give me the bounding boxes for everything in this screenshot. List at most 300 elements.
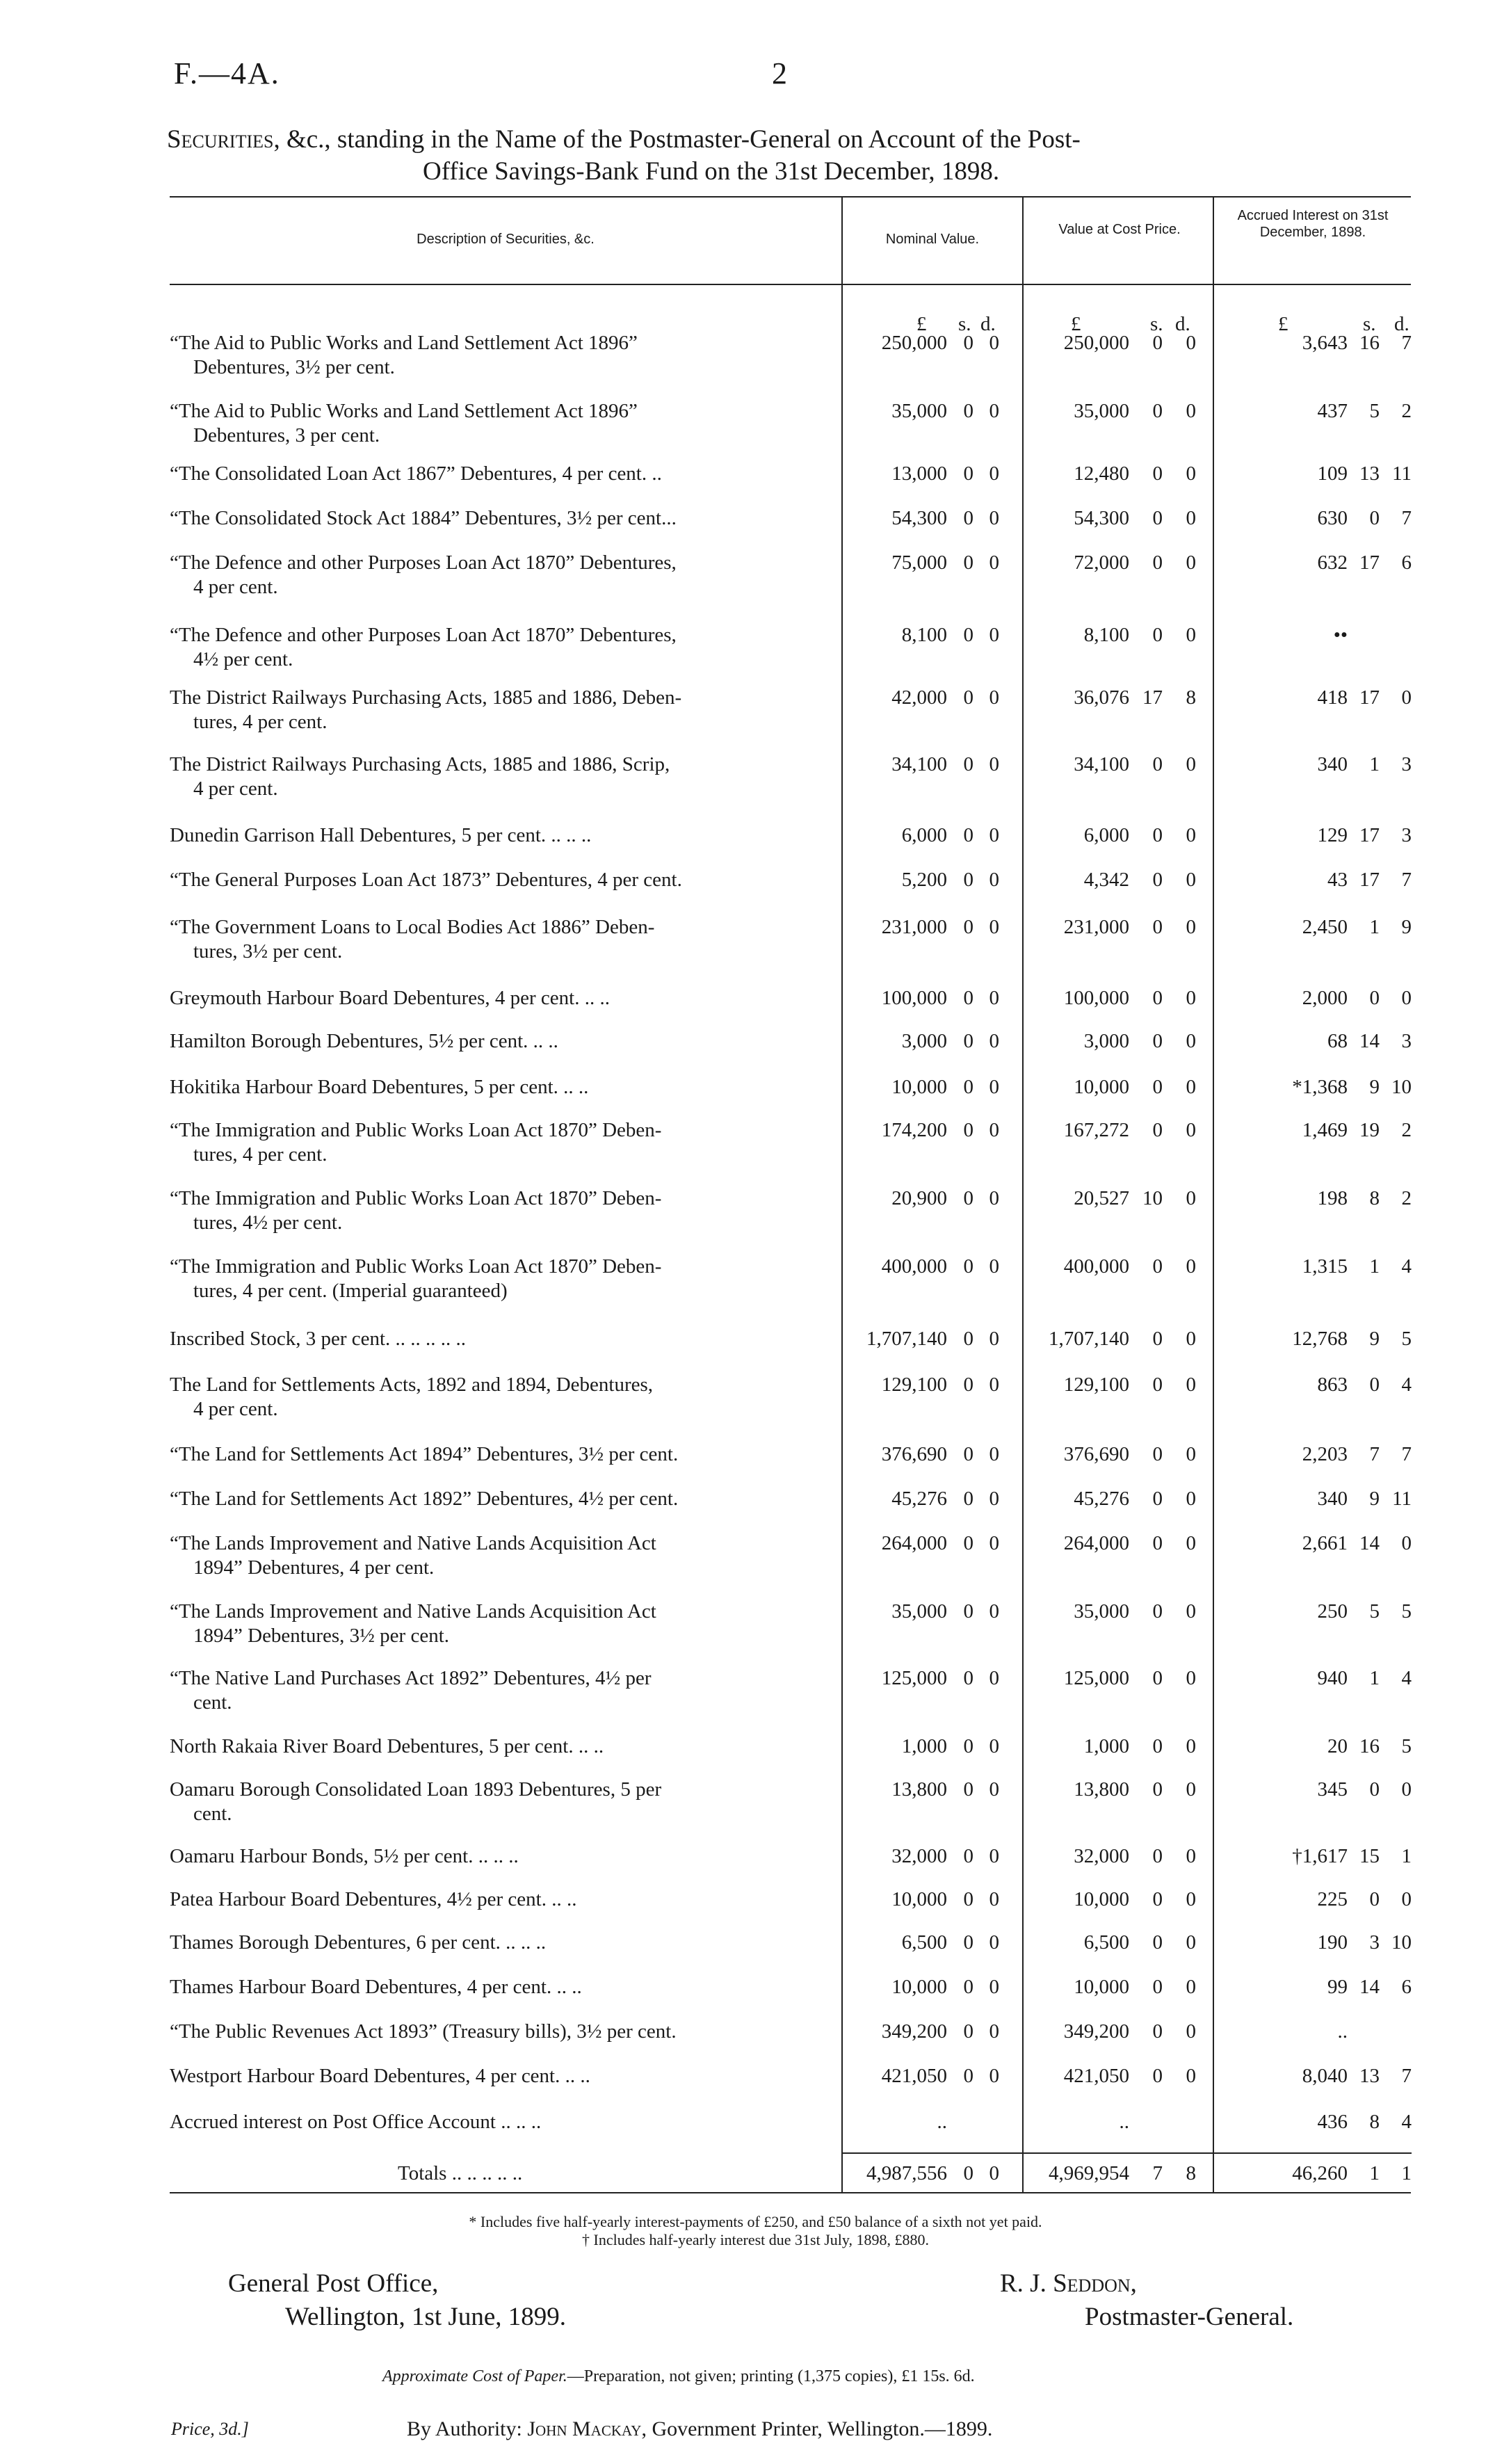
cost-pounds: 129,100 (1063, 1374, 1129, 1396)
security-description (170, 915, 834, 964)
column-divider (1213, 196, 1214, 2192)
nominal-pounds: 421,050 (881, 2065, 947, 2087)
nominal-pounds: 35,000 (891, 1600, 947, 1622)
column-header-nominal: Nominal Value. (885, 232, 980, 247)
nominal-pence: 0 (989, 869, 999, 891)
cost-shillings: 0 (1152, 1888, 1163, 1910)
description-line: “The Immigration and Public Works Loan Act 1870” Deben- (170, 1187, 662, 1209)
cost-pence: 0 (1186, 1845, 1196, 1867)
description-line: “The Immigration and Public Works Loan Act 1870” Deben- (170, 1119, 662, 1141)
interest-pounds: 198 (1317, 1187, 1348, 1209)
interest-pounds: 99 (1327, 1976, 1348, 1998)
nominal-pounds: 34,100 (891, 753, 947, 775)
description-line: The District Railways Purchasing Acts, 1885 and 1886, Scrip, (170, 753, 670, 775)
cost-pounds: 45,276 (1074, 1488, 1129, 1510)
nominal-pounds: 1,707,140 (866, 1328, 947, 1350)
nominal-shillings: 0 (963, 1187, 973, 1209)
interest-pounds: 632 (1317, 551, 1348, 574)
security-description (170, 986, 834, 1010)
interest-pence: 7 (1401, 869, 1412, 891)
nominal-pence: 0 (989, 916, 999, 938)
security-description (170, 752, 834, 801)
interest-pounds: 418 (1317, 686, 1348, 709)
interest-shillings: 15 (1359, 1845, 1380, 1867)
cost-pence: 0 (1186, 1443, 1196, 1465)
nominal-pence: 0 (989, 332, 999, 354)
cost-pounds: 12,480 (1074, 462, 1129, 485)
interest-pence: 0 (1401, 686, 1412, 709)
unit-pounds: £ (1071, 313, 1081, 335)
cost-note-label: Approximate Cost of Paper. (382, 2367, 567, 2385)
cost-pounds: 20,527 (1074, 1187, 1129, 1209)
cost-pounds: 264,000 (1063, 1532, 1129, 1554)
cost-pence: 0 (1186, 1976, 1196, 1998)
security-description (170, 1327, 834, 1351)
interest-pounds: 68 (1327, 1030, 1348, 1052)
security-description (170, 623, 834, 672)
cost-pence: 0 (1186, 869, 1196, 891)
nominal-shillings: 0 (963, 462, 973, 485)
interest-pounds: †1,617 (1292, 1845, 1348, 1867)
cost-pounds: 1,000 (1083, 1735, 1129, 1757)
cost-pence: 0 (1186, 2065, 1196, 2087)
cost-shillings: 0 (1152, 1328, 1163, 1350)
cost-pence: 0 (1186, 1532, 1196, 1554)
interest-shillings: 17 (1359, 869, 1380, 891)
cost-pence: 0 (1186, 2020, 1196, 2043)
interest-pence: 3 (1401, 753, 1412, 775)
interest-shillings: 3 (1369, 1931, 1380, 1954)
interest-pence: 10 (1391, 1931, 1412, 1954)
interest-pence: 5 (1401, 1600, 1412, 1622)
interest-pounds: 2,661 (1302, 1532, 1348, 1554)
interest-shillings: 14 (1359, 1976, 1380, 1998)
description-continuation: Debentures, 3 per cent. (193, 424, 380, 446)
description-line: “The General Purposes Loan Act 1873” Debentures, 4 per cent. (170, 869, 682, 891)
cost-pounds: 1,707,140 (1049, 1328, 1129, 1350)
interest-shillings: 0 (1369, 987, 1380, 1009)
nominal-shillings: 0 (963, 1119, 973, 1141)
cost-shillings: 0 (1152, 987, 1163, 1009)
interest-pounds: 2,000 (1302, 987, 1348, 1009)
security-description (170, 551, 834, 599)
description-continuation: tures, 4½ per cent. (193, 1211, 343, 1234)
cost-pence: 0 (1186, 1119, 1196, 1141)
totals-cost-pence: 8 (1186, 2162, 1196, 2184)
interest-shillings: 1 (1369, 1255, 1380, 1278)
description-line: Hokitika Harbour Board Debentures, 5 per cent. .. .. (170, 1076, 589, 1098)
nominal-pence: 0 (989, 1845, 999, 1867)
interest-shillings: 19 (1359, 1119, 1380, 1141)
description-line: “The Aid to Public Works and Land Settlement Act 1896” (170, 400, 638, 422)
nominal-pounds: 125,000 (881, 1667, 947, 1689)
cost-pence: 0 (1186, 916, 1196, 938)
nominal-pounds: 6,500 (901, 1931, 947, 1954)
security-description (170, 1778, 834, 1826)
nominal-pounds: 54,300 (891, 507, 947, 529)
interest-pence: 11 (1392, 1488, 1412, 1510)
interest-pounds: .. (1337, 2020, 1348, 2043)
nominal-pounds: .. (937, 2111, 947, 2133)
cost-shillings: 0 (1152, 624, 1163, 646)
interest-shillings: 1 (1369, 1667, 1380, 1689)
description-line: Accrued interest on Post Office Account .. .. .. (170, 2111, 542, 2133)
description-line: Hamilton Borough Debentures, 5½ per cent. .. .. (170, 1030, 558, 1052)
description-continuation: 4 per cent. (193, 778, 278, 800)
cost-pounds: 32,000 (1074, 1845, 1129, 1867)
interest-pence: 0 (1401, 987, 1412, 1009)
cost-pence: 0 (1186, 824, 1196, 846)
description-line: Patea Harbour Board Debentures, 4½ per cent. .. .. (170, 1888, 577, 1910)
description-line: “The Consolidated Stock Act 1884” Debentures, 3½ per cent... (170, 507, 677, 529)
nominal-pounds: 20,900 (891, 1187, 947, 1209)
totals-interest-pence: 1 (1401, 2162, 1412, 2184)
cost-shillings: 0 (1152, 551, 1163, 574)
totals-interest-shillings: 1 (1369, 2162, 1380, 2184)
cost-pence: 0 (1186, 1187, 1196, 1209)
description-line: The District Railways Purchasing Acts, 1885 and 1886, Deben- (170, 686, 682, 709)
interest-pence: 2 (1401, 1187, 1412, 1209)
nominal-pounds: 231,000 (881, 916, 947, 938)
cost-pounds: 4,342 (1083, 869, 1129, 891)
security-description (170, 1666, 834, 1715)
description-continuation: cent. (193, 1803, 232, 1825)
nominal-pence: 0 (989, 1076, 999, 1098)
nominal-shillings: 0 (963, 824, 973, 846)
security-description (170, 1186, 834, 1235)
description-continuation: cent. (193, 1691, 232, 1714)
interest-shillings: 0 (1369, 507, 1380, 529)
nominal-shillings: 0 (963, 987, 973, 1009)
interest-pence: 4 (1401, 2111, 1412, 2133)
column-header-cost: Value at Cost Price. (1058, 222, 1181, 237)
interest-pounds: 863 (1317, 1374, 1348, 1396)
table-top-rule (170, 196, 1411, 198)
nominal-shillings: 0 (963, 1667, 973, 1689)
description-continuation: tures, 4 per cent. (193, 711, 328, 733)
interest-pounds: •• (1333, 624, 1348, 646)
description-continuation: 4½ per cent. (193, 648, 293, 670)
description-line: “The Lands Improvement and Native Lands Acquisition Act (170, 1600, 656, 1622)
totals-cost-pounds: 4,969,954 (1049, 2162, 1129, 2184)
totals-label: Totals .. .. .. .. .. (398, 2162, 523, 2184)
interest-pence: 2 (1401, 1119, 1412, 1141)
interest-pounds: 250 (1317, 1600, 1348, 1622)
interest-pounds: 43 (1327, 869, 1348, 891)
table-bottom-rule (170, 2192, 1411, 2193)
totals-nominal-pounds: 4,987,556 (866, 2162, 947, 2184)
nominal-pounds: 13,000 (891, 462, 947, 485)
cost-pounds: 35,000 (1074, 1600, 1129, 1622)
description-continuation: 1894” Debentures, 3½ per cent. (193, 1625, 450, 1647)
nominal-pence: 0 (989, 507, 999, 529)
description-line: Oamaru Borough Consolidated Loan 1893 Debentures, 5 per (170, 1778, 662, 1801)
cost-pounds: 10,000 (1074, 1976, 1129, 1998)
interest-pence: 3 (1401, 1030, 1412, 1052)
nominal-pence: 0 (989, 1532, 999, 1554)
signature-place: General Post Office, (228, 2269, 439, 2298)
cost-pence: 0 (1186, 1255, 1196, 1278)
interest-pounds: 340 (1317, 753, 1348, 775)
nominal-shillings: 0 (963, 400, 973, 422)
nominal-shillings: 0 (963, 1845, 973, 1867)
nominal-shillings: 0 (963, 332, 973, 354)
security-description (170, 1887, 834, 1912)
cost-shillings: 0 (1152, 916, 1163, 938)
nominal-pounds: 129,100 (881, 1374, 947, 1396)
nominal-pence: 0 (989, 1374, 999, 1396)
description-line: Inscribed Stock, 3 per cent. .. .. .. .. .. (170, 1328, 467, 1350)
description-line: “The Land for Settlements Act 1892” Debentures, 4½ per cent. (170, 1488, 679, 1510)
description-line: Greymouth Harbour Board Debentures, 4 per cent. .. .. (170, 987, 610, 1009)
nominal-shillings: 0 (963, 686, 973, 709)
interest-shillings: 17 (1359, 686, 1380, 709)
interest-pence: 2 (1401, 400, 1412, 422)
description-line: Westport Harbour Board Debentures, 4 per cent. .. .. (170, 2065, 590, 2087)
nominal-shillings: 0 (963, 2065, 973, 2087)
nominal-pence: 0 (989, 1931, 999, 1954)
interest-pounds: 12,768 (1292, 1328, 1348, 1350)
cost-shillings: 0 (1152, 2065, 1163, 2087)
nominal-pence: 0 (989, 462, 999, 485)
nominal-pence: 0 (989, 1328, 999, 1350)
cost-shillings: 0 (1152, 824, 1163, 846)
cost-shillings: 17 (1142, 686, 1163, 709)
interest-shillings: 7 (1369, 1443, 1380, 1465)
nominal-shillings: 0 (963, 1532, 973, 1554)
interest-pence: 7 (1401, 507, 1412, 529)
nominal-pence: 0 (989, 1600, 999, 1622)
nominal-pence: 0 (989, 1888, 999, 1910)
unit-pence: d. (980, 313, 996, 335)
nominal-pounds: 1,000 (901, 1735, 947, 1757)
cost-shillings: 0 (1152, 462, 1163, 485)
cost-pence: 0 (1186, 462, 1196, 485)
header-bottom-rule (170, 284, 1411, 285)
cost-pounds: 421,050 (1063, 2065, 1129, 2087)
interest-shillings: 1 (1369, 916, 1380, 938)
nominal-pounds: 250,000 (881, 332, 947, 354)
description-continuation: 1894” Debentures, 4 per cent. (193, 1556, 435, 1579)
security-description (170, 2110, 834, 2134)
printer-authority (407, 2417, 992, 2441)
cost-pence: 0 (1186, 551, 1196, 574)
interest-pence: 0 (1401, 1778, 1412, 1801)
nominal-shillings: 0 (963, 1735, 973, 1757)
cost-pence: 0 (1186, 1735, 1196, 1757)
interest-shillings: 13 (1359, 2065, 1380, 2087)
nominal-pounds: 75,000 (891, 551, 947, 574)
nominal-pounds: 349,200 (881, 2020, 947, 2043)
nominal-pounds: 42,000 (891, 686, 947, 709)
interest-shillings: 5 (1369, 1600, 1380, 1622)
interest-pounds: 340 (1317, 1488, 1348, 1510)
interest-pounds: 8,040 (1302, 2065, 1348, 2087)
security-description (170, 2020, 834, 2044)
cost-shillings: 10 (1142, 1187, 1163, 1209)
security-description (170, 1442, 834, 1467)
interest-pence: 9 (1401, 916, 1412, 938)
cost-pence: 0 (1186, 987, 1196, 1009)
cost-pence: 0 (1186, 1076, 1196, 1098)
interest-shillings: 17 (1359, 824, 1380, 846)
signatory-title: Postmaster-General. (1085, 2303, 1294, 2331)
totals-interest-pounds: 46,260 (1292, 2162, 1348, 2184)
cost-pounds: 400,000 (1063, 1255, 1129, 1278)
nominal-pence: 0 (989, 1778, 999, 1801)
security-description (170, 331, 834, 380)
cost-pounds: 3,000 (1083, 1030, 1129, 1052)
interest-pounds: 2,203 (1302, 1443, 1348, 1465)
nominal-pounds: 10,000 (891, 1888, 947, 1910)
interest-pounds: 940 (1317, 1667, 1348, 1689)
cost-shillings: 0 (1152, 1735, 1163, 1757)
nominal-shillings: 0 (963, 1488, 973, 1510)
security-description (170, 1975, 834, 1999)
description-line: “The Defence and other Purposes Loan Act 1870” Debentures, (170, 551, 677, 574)
nominal-pence: 0 (989, 624, 999, 646)
description-continuation: tures, 4 per cent. (193, 1143, 328, 1166)
cost-shillings: 0 (1152, 1443, 1163, 1465)
security-description (170, 2064, 834, 2088)
price-note: Price, 3d.] (171, 2419, 249, 2439)
nominal-pounds: 13,800 (891, 1778, 947, 1801)
interest-pounds: 129 (1317, 824, 1348, 846)
cost-note-text: —Preparation, not given; printing (1,375 copies), £1 15s. 6d. (567, 2367, 975, 2385)
cost-pounds: 125,000 (1063, 1667, 1129, 1689)
unit-pounds: £ (1278, 313, 1288, 335)
nominal-shillings: 0 (963, 1328, 973, 1350)
page-number: 2 (772, 56, 787, 90)
description-line: “The Native Land Purchases Act 1892” Debentures, 4½ per (170, 1667, 652, 1689)
interest-pounds: 2,450 (1302, 916, 1348, 938)
cost-pence: 0 (1186, 624, 1196, 646)
interest-pence: 4 (1401, 1667, 1412, 1689)
cost-shillings: 0 (1152, 1600, 1163, 1622)
nominal-pence: 0 (989, 753, 999, 775)
interest-pence: 7 (1401, 332, 1412, 354)
totals-top-rule (841, 2152, 1412, 2154)
interest-pounds: 437 (1317, 400, 1348, 422)
cost-pounds: 6,000 (1083, 824, 1129, 846)
cost-pounds: .. (1119, 2111, 1129, 2133)
cost-pence: 0 (1186, 1488, 1196, 1510)
interest-shillings: 9 (1369, 1488, 1380, 1510)
cost-shillings: 0 (1152, 1488, 1163, 1510)
description-continuation: 4 per cent. (193, 576, 278, 598)
interest-pounds: 345 (1317, 1778, 1348, 1801)
security-description (170, 1531, 834, 1580)
interest-pence: 7 (1401, 2065, 1412, 2087)
interest-shillings: 13 (1359, 462, 1380, 485)
description-line: North Rakaia River Board Debentures, 5 per cent. .. .. (170, 1735, 604, 1757)
cost-pence: 0 (1186, 1030, 1196, 1052)
security-description (170, 1118, 834, 1167)
cost-shillings: 0 (1152, 1076, 1163, 1098)
totals-nominal-shillings: 0 (963, 2162, 973, 2184)
security-description (170, 1844, 834, 1869)
interest-shillings: 5 (1369, 400, 1380, 422)
security-description (170, 686, 834, 734)
interest-pounds: 1,469 (1302, 1119, 1348, 1141)
interest-shillings: 14 (1359, 1532, 1380, 1554)
footnote-dagger: † Includes half-yearly interest due 31st July, 1898, £880. (582, 2231, 929, 2248)
nominal-pounds: 376,690 (881, 1443, 947, 1465)
interest-pounds: 190 (1317, 1931, 1348, 1954)
cost-shillings: 0 (1152, 1667, 1163, 1689)
security-description (170, 1075, 834, 1100)
description-line: “The Immigration and Public Works Loan Act 1870” Deben- (170, 1255, 662, 1278)
cost-shillings: 0 (1152, 1030, 1163, 1052)
cost-shillings: 0 (1152, 1119, 1163, 1141)
cost-shillings: 0 (1152, 1976, 1163, 1998)
description-line: “The Public Revenues Act 1893” (Treasury bills), 3½ per cent. (170, 2020, 677, 2043)
unit-shillings: s. (958, 313, 971, 335)
nominal-pounds: 5,200 (901, 869, 947, 891)
nominal-pounds: 400,000 (881, 1255, 947, 1278)
cost-shillings: 0 (1152, 332, 1163, 354)
authority-prefix: By Authority: (407, 2417, 522, 2440)
interest-shillings: 9 (1369, 1328, 1380, 1350)
column-header-interest: Accrued Interest on 31st December, 1898. (1237, 208, 1389, 240)
cost-shillings: 0 (1152, 1778, 1163, 1801)
title-line1: , &c., standing in the Name of the Postmaster-General on Account of the Post- (273, 125, 1081, 154)
security-description (170, 868, 834, 892)
nominal-shillings: 0 (963, 1888, 973, 1910)
cost-shillings: 0 (1152, 1845, 1163, 1867)
unit-pence: d. (1175, 313, 1190, 335)
column-header-description: Description of Securities, &c. (417, 232, 595, 247)
interest-pounds: 20 (1327, 1735, 1348, 1757)
cost-shillings: 0 (1152, 1931, 1163, 1954)
interest-pounds: *1,368 (1292, 1076, 1348, 1098)
cost-pence: 0 (1186, 507, 1196, 529)
cost-pounds: 36,076 (1074, 686, 1129, 709)
cost-pence: 0 (1186, 1667, 1196, 1689)
cost-pence: 0 (1186, 753, 1196, 775)
security-description (170, 1255, 834, 1303)
interest-pence: 3 (1401, 824, 1412, 846)
nominal-pence: 0 (989, 2065, 999, 2087)
unit-shillings: s. (1150, 313, 1163, 335)
title-lead: Securities (167, 125, 274, 154)
nominal-shillings: 0 (963, 916, 973, 938)
signature-date: Wellington, 1st June, 1899. (285, 2303, 567, 2331)
cost-pounds: 10,000 (1074, 1888, 1129, 1910)
nominal-pence: 0 (989, 1735, 999, 1757)
interest-pounds: 436 (1317, 2111, 1348, 2133)
nominal-pence: 0 (989, 1255, 999, 1278)
interest-shillings: 16 (1359, 1735, 1380, 1757)
cost-pounds: 13,800 (1074, 1778, 1129, 1801)
security-description (170, 1373, 834, 1422)
nominal-pence: 0 (989, 400, 999, 422)
cost-pence: 0 (1186, 1600, 1196, 1622)
cost-pounds: 10,000 (1074, 1076, 1129, 1098)
interest-pence: 6 (1401, 551, 1412, 574)
interest-shillings: 1 (1369, 753, 1380, 775)
description-line: “The Aid to Public Works and Land Settlement Act 1896” (170, 332, 638, 354)
description-line: “The Defence and other Purposes Loan Act 1870” Debentures, (170, 624, 677, 646)
cost-pounds: 54,300 (1074, 507, 1129, 529)
interest-pence: 4 (1401, 1255, 1412, 1278)
interest-pence: 0 (1401, 1532, 1412, 1554)
cost-shillings: 0 (1152, 2020, 1163, 2043)
nominal-pounds: 8,100 (901, 624, 947, 646)
interest-shillings: 8 (1369, 1187, 1380, 1209)
cost-pounds: 376,690 (1063, 1443, 1129, 1465)
nominal-shillings: 0 (963, 624, 973, 646)
